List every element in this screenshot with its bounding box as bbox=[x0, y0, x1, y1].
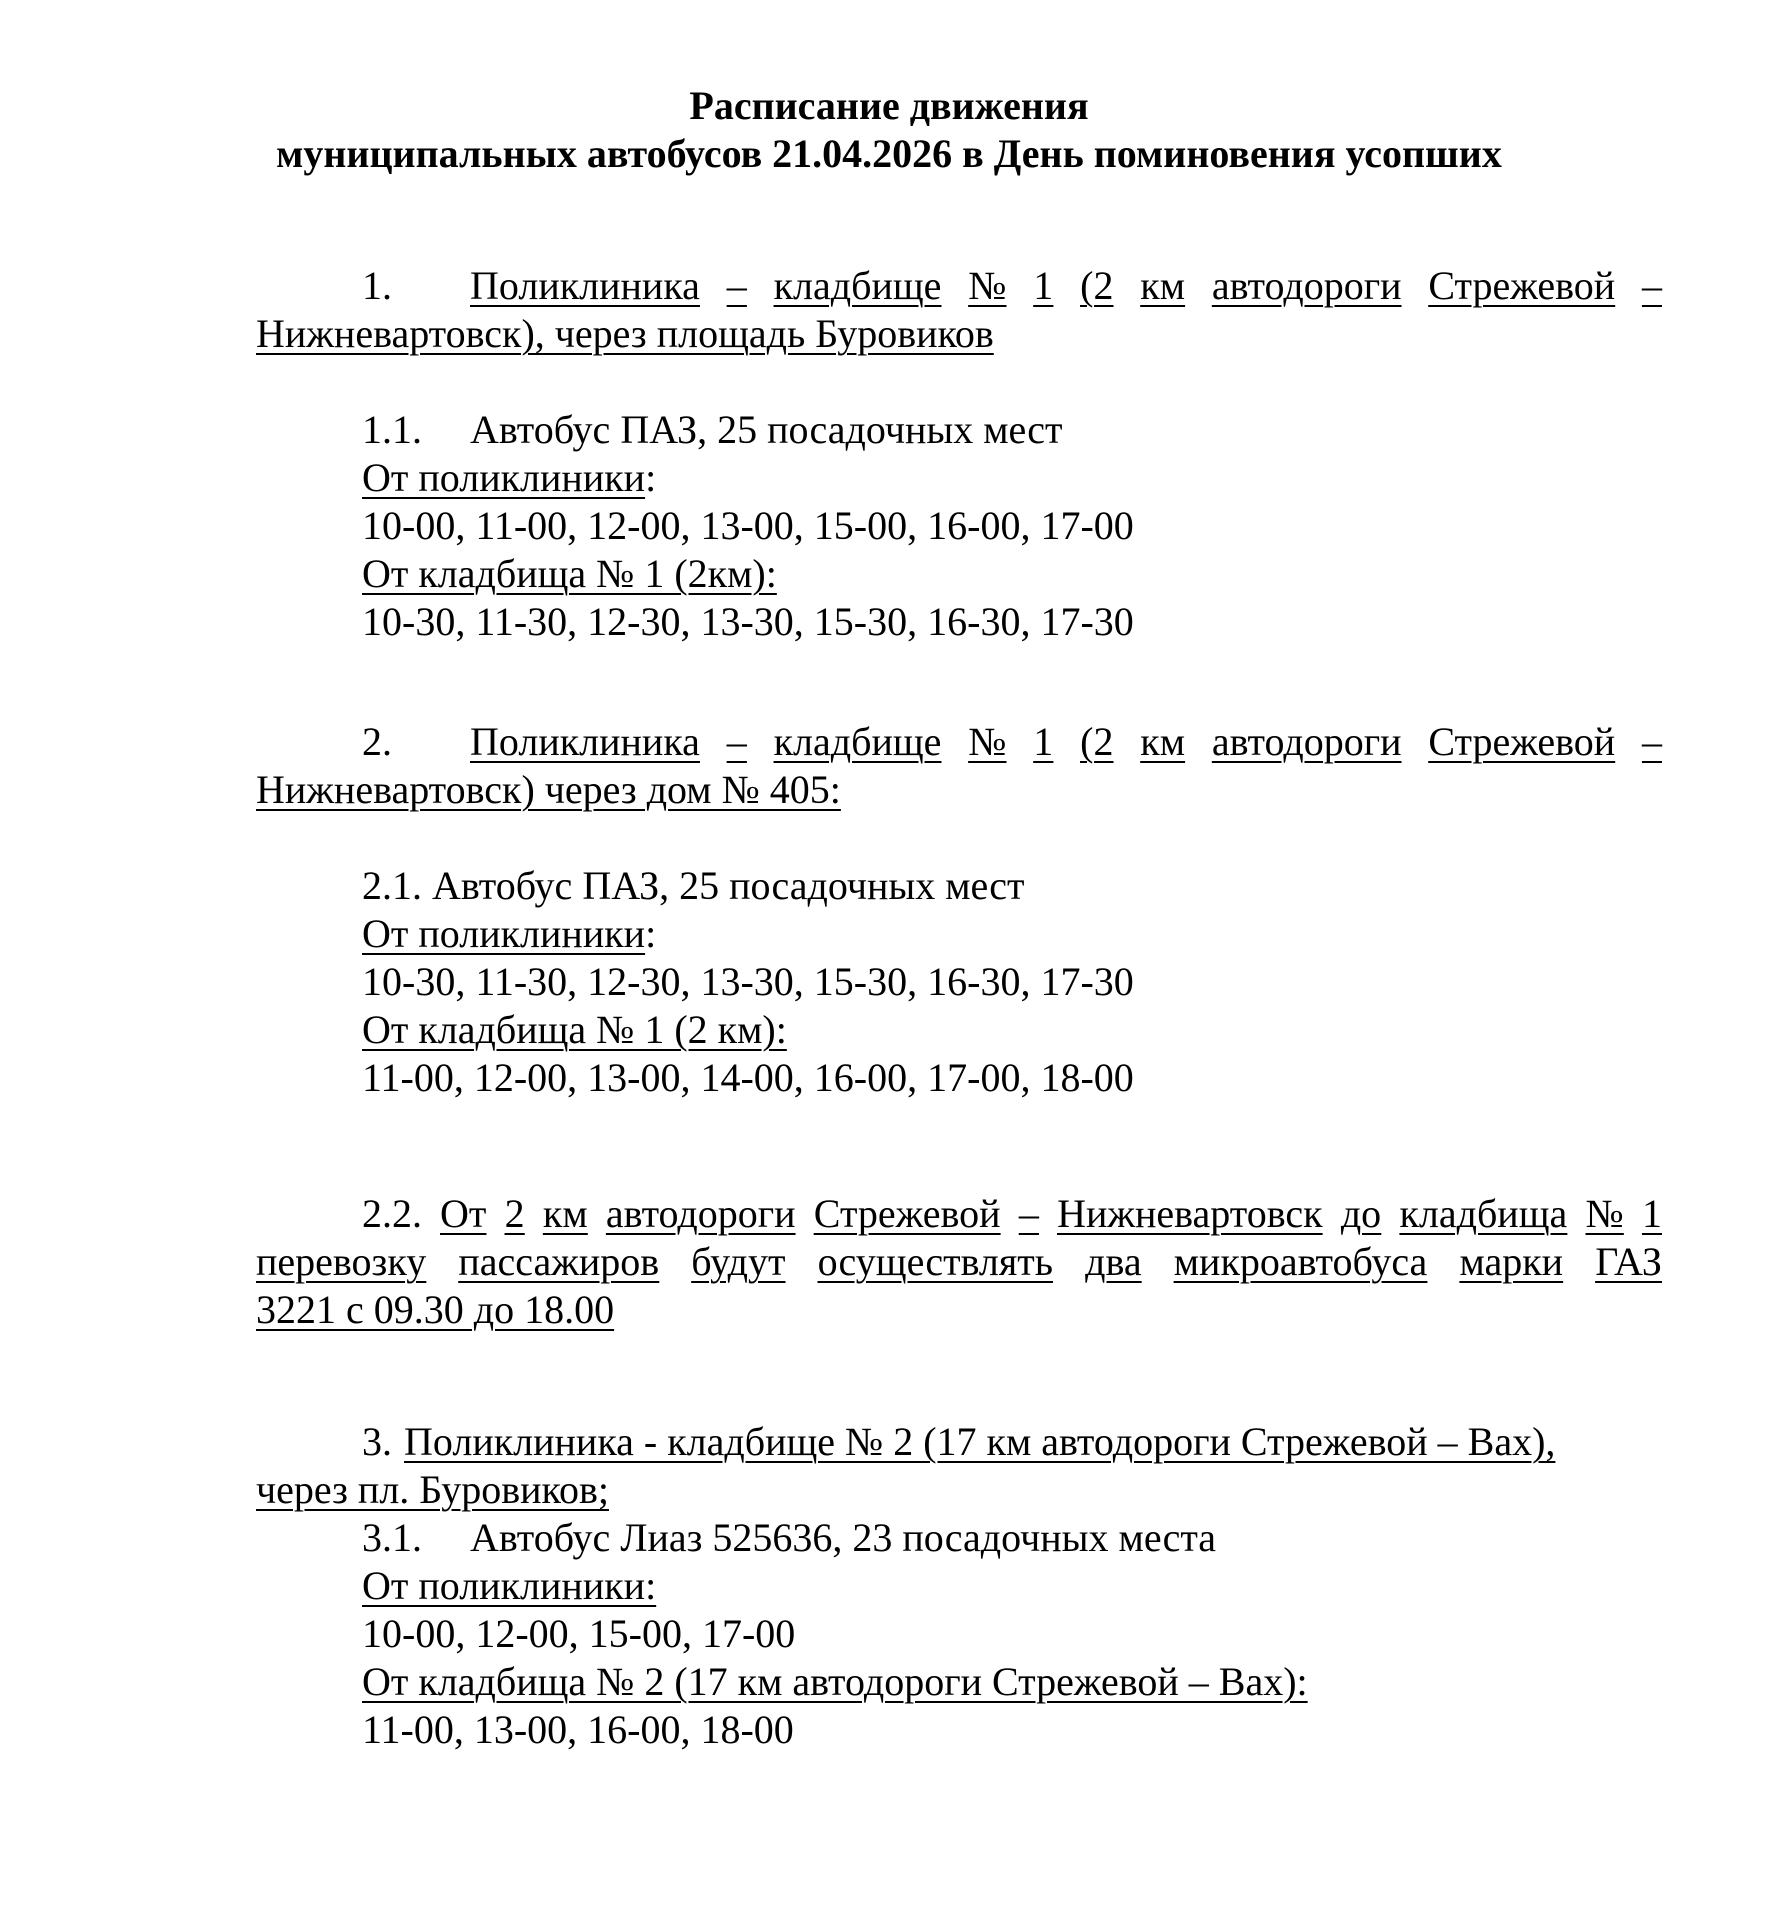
section1-heading-word: № bbox=[968, 263, 1007, 308]
section2-sub2-line1-word: От bbox=[440, 1191, 487, 1236]
title-line-1: Расписание движения bbox=[689, 83, 1089, 128]
section2-number: 2. bbox=[362, 719, 392, 764]
section2-sub2-line3: 3221 с 09.30 до 18.00 bbox=[256, 1287, 615, 1332]
section1-sub1-title: Автобус ПАЗ, 25 посадочных мест bbox=[470, 407, 1063, 452]
section1-from-cemetery-label: От кладбища № 1 (2км): bbox=[362, 551, 777, 596]
section1-heading-line1 bbox=[470, 262, 1662, 310]
section2-from-clinic-label: От поликлиники: bbox=[362, 911, 657, 956]
section2-heading-word: (2 bbox=[1080, 719, 1114, 764]
section2-sub2-line2-word: будут bbox=[691, 1239, 786, 1284]
section3-from-clinic-times: 10-00, 12-00, 15-00, 17-00 bbox=[362, 1611, 796, 1656]
section2-sub2-line1-word: 2 bbox=[504, 1191, 525, 1236]
section2-sub2-line1-word: до bbox=[1340, 1191, 1382, 1236]
section2-heading-word: кладбище bbox=[773, 719, 942, 764]
section2-sub2-line1-word: – bbox=[1018, 1191, 1039, 1236]
section3-heading-line2: через пл. Буровиков; bbox=[256, 1467, 609, 1512]
section1-heading-word: (2 bbox=[1080, 263, 1114, 308]
section2-sub2-line2 bbox=[256, 1238, 1662, 1286]
section2-sub2-line1-word: км bbox=[542, 1191, 588, 1236]
section1-heading-word: автодороги bbox=[1211, 263, 1402, 308]
section3-sub1-number: 3.1. bbox=[362, 1515, 422, 1560]
section1-heading-word: – bbox=[1641, 263, 1662, 308]
section2-sub2-line1-word: кладбища bbox=[1399, 1191, 1568, 1236]
section3-from-cemetery-times: 11-00, 13-00, 16-00, 18-00 bbox=[362, 1707, 794, 1752]
section2-heading-line2: Нижневартовск) через дом № 405: bbox=[256, 767, 841, 812]
section2-sub2-number: 2.2. bbox=[362, 1191, 422, 1236]
section3-from-cemetery-label: От кладбища № 2 (17 км автодороги Стрежевой – Вах): bbox=[362, 1659, 1308, 1704]
section2-sub2-line2-word: ГАЗ bbox=[1595, 1239, 1662, 1284]
section2-sub2-line1-word: № bbox=[1585, 1191, 1624, 1236]
section2-sub2-line2-word: микроавтобуса bbox=[1173, 1239, 1428, 1284]
section2-heading-word: – bbox=[726, 719, 747, 764]
section1-heading-word: Поликлиника bbox=[470, 263, 700, 308]
section3-number: 3. bbox=[362, 1419, 392, 1464]
section2-sub2-line2-word: осуществлять bbox=[817, 1239, 1054, 1284]
section2-sub2-line1-word: Нижневартовск bbox=[1057, 1191, 1323, 1236]
section2-sub2-line1-word: Стрежевой bbox=[813, 1191, 1001, 1236]
section2-from-cemetery-label: От кладбища № 1 (2 км): bbox=[362, 1007, 787, 1052]
section2-heading-word: 1 bbox=[1033, 719, 1054, 764]
section1-heading-line2: Нижневартовск), через площадь Буровиков bbox=[256, 311, 994, 356]
section1-heading-word: кладбище bbox=[773, 263, 942, 308]
section2-sub1-title: 2.1. Автобус ПАЗ, 25 посадочных мест bbox=[362, 863, 1025, 908]
section2-heading-word: Стрежевой bbox=[1428, 719, 1616, 764]
section1-heading-word: 1 bbox=[1033, 263, 1054, 308]
title-line-2: муниципальных автобусов 21.04.2026 в День поминовения усопших bbox=[276, 131, 1502, 176]
section1-heading-word: Стрежевой bbox=[1428, 263, 1616, 308]
section2-sub2-line2-word: марки bbox=[1459, 1239, 1564, 1284]
section2-heading-word: Поликлиника bbox=[470, 719, 700, 764]
section2-heading-line1 bbox=[470, 718, 1662, 766]
section2-from-cemetery-times: 11-00, 12-00, 13-00, 14-00, 16-00, 17-00, 18-00 bbox=[362, 1055, 1134, 1100]
section2-heading-word: № bbox=[968, 719, 1007, 764]
section1-from-clinic-times: 10-00, 11-00, 12-00, 13-00, 15-00, 16-00, 17-00 bbox=[362, 503, 1134, 548]
section2-sub2-line1 bbox=[440, 1190, 1662, 1238]
section3-heading-line1: Поликлиника - кладбище № 2 (17 км автодороги Стрежевой – Вах), bbox=[404, 1419, 1556, 1464]
section2-sub2-line1-word: автодороги bbox=[605, 1191, 796, 1236]
section2-heading-word: автодороги bbox=[1211, 719, 1402, 764]
section1-heading-word: – bbox=[726, 263, 747, 308]
section3-from-clinic-label: От поликлиники: bbox=[362, 1563, 657, 1608]
section2-sub2-line2-word: два bbox=[1085, 1239, 1142, 1284]
section3-sub1-title: Автобус Лиаз 525636, 23 посадочных места bbox=[470, 1515, 1217, 1560]
section1-number: 1. bbox=[362, 263, 392, 308]
section2-sub2-line2-word: перевозку bbox=[256, 1239, 427, 1284]
section1-sub1-number: 1.1. bbox=[362, 407, 422, 452]
section2-heading-word: – bbox=[1641, 719, 1662, 764]
section1-from-clinic-label: От поликлиники: bbox=[362, 455, 657, 500]
section2-from-clinic-times: 10-30, 11-30, 12-30, 13-30, 15-30, 16-30, 17-30 bbox=[362, 959, 1134, 1004]
section1-from-cemetery-times: 10-30, 11-30, 12-30, 13-30, 15-30, 16-30, 17-30 bbox=[362, 599, 1134, 644]
section2-sub2-line1-word: 1 bbox=[1641, 1191, 1662, 1236]
section2-sub2-line2-word: пассажиров bbox=[458, 1239, 660, 1284]
section2-heading-word: км bbox=[1140, 719, 1186, 764]
section1-heading-word: км bbox=[1140, 263, 1186, 308]
